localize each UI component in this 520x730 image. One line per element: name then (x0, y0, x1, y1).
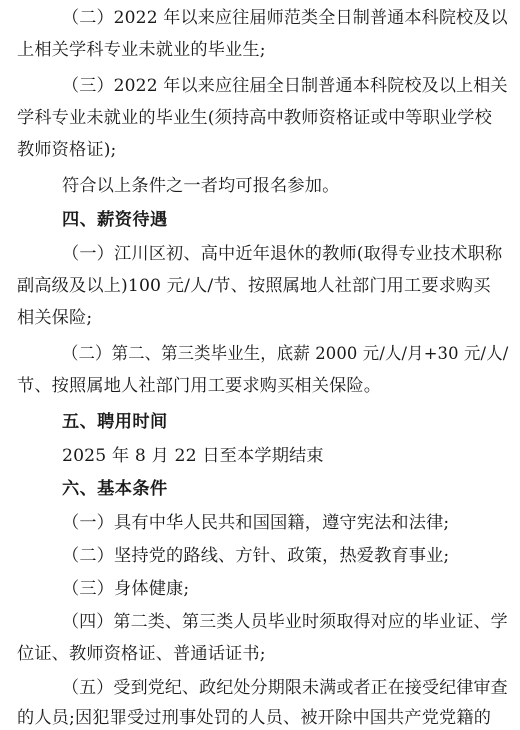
paragraph-line: （四）第二类、第三类人员毕业时须取得对应的毕业证、学 (62, 612, 508, 632)
paragraph-line: 学科专业未就业的毕业生(须持高中教师资格证或中等职业学校 (17, 108, 492, 128)
paragraph-line: 节、按照属地人社部门用工要求购买相关保险。 (17, 376, 382, 396)
paragraph-line: （一）江川区初、高中近年退休的教师(取得专业技术职称 (62, 244, 503, 264)
paragraph-line: 的人员;因犯罪受过刑事处罚的人员、被开除中国共产党党籍的 (17, 708, 492, 728)
paragraph-line: （二）2022 年以来应往届师范类全日制普通本科院校及以 (62, 8, 508, 28)
paragraph-line: （五）受到党纪、政纪处分期限未满或者正在接受纪律审查 (62, 678, 508, 698)
paragraph-line: （二）第二、第三类毕业生，底薪 2000 元/人/月+30 元/人/ (62, 344, 509, 364)
paragraph-line: 符合以上条件之一者均可报名参加。 (62, 176, 340, 196)
paragraph-line: 2025 年 8 月 22 日至本学期结束 (62, 446, 324, 466)
section-heading-salary: 四、薪资待遇 (62, 210, 168, 230)
paragraph-line: （三）2022 年以来应往届全日制普通本科院校及以上相关 (62, 76, 508, 96)
paragraph-line: 教师资格证); (17, 140, 117, 160)
paragraph-line: （三）身体健康; (62, 579, 190, 599)
paragraph-line: （二）坚持党的路线、方针、政策，热爱教育事业; (62, 546, 450, 566)
paragraph-line: 副高级及以上)100 元/人/节、按照属地人社部门用工要求购买 (17, 276, 491, 296)
paragraph-line: 相关保险; (17, 308, 93, 328)
paragraph-line: （一）具有中华人民共和国国籍，遵守宪法和法律; (62, 513, 450, 533)
paragraph-line: 位证、教师资格证、普通话证书; (17, 644, 266, 664)
section-heading-employment-time: 五、聘用时间 (62, 412, 168, 432)
section-heading-basic-conditions: 六、基本条件 (62, 479, 168, 499)
paragraph-line: 上相关学科专业未就业的毕业生; (17, 40, 266, 60)
